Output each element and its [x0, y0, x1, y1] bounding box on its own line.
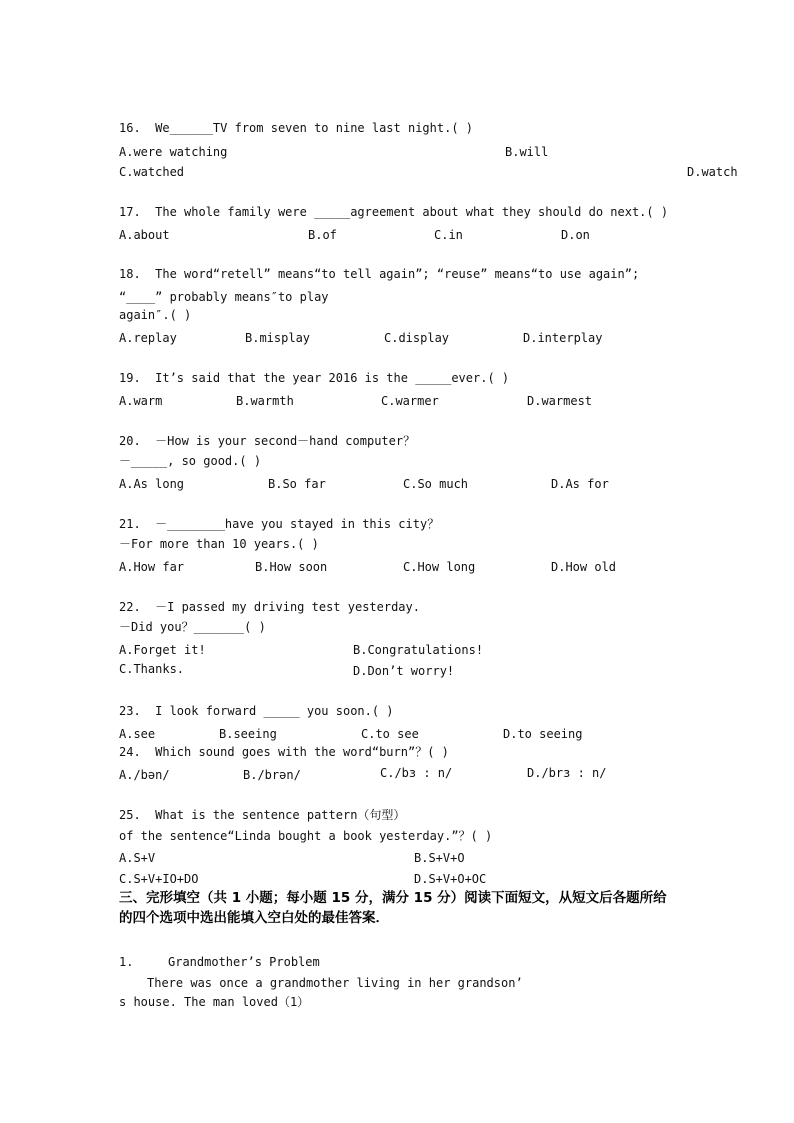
question-24-option-a: A./bən/	[119, 768, 170, 782]
passage-line-2: s house. The man loved（1）	[119, 995, 310, 1009]
question-25-option-c: C.S+V+IO+DO	[119, 872, 199, 886]
question-21-option-d: D.How old	[551, 560, 617, 574]
question-19-option-c: C.warmer	[381, 394, 439, 408]
question-19-option-b: B.warmth	[236, 394, 294, 408]
question-22-option-c: C.Thanks.	[119, 662, 185, 676]
question-18-option-b: B.misplay	[245, 331, 311, 345]
question-18-option-a: A.replay	[119, 331, 177, 345]
question-25-option-a: A.S+V	[119, 851, 156, 865]
question-24-option-d: D./brɜ : n/	[527, 766, 607, 780]
question-24-stem: 24. Which sound goes with the word“burn”？( )	[119, 745, 449, 759]
question-22-option-b: B.Congratulations!	[353, 643, 484, 657]
question-16-option-d: D.watch	[687, 165, 738, 179]
question-21-option-c: C.How long	[403, 560, 476, 574]
question-19-option-d: D.warmest	[527, 394, 593, 408]
question-19-option-a: A.warm	[119, 394, 163, 408]
question-23-option-c: C.to see	[361, 727, 419, 741]
question-20-option-b: B.So far	[268, 477, 326, 491]
question-22-option-d: D.Don’t worry!	[353, 664, 455, 678]
question-22-stem-line-2: －Did you？_______( )	[119, 620, 266, 634]
question-16-option-b: B.will	[505, 145, 549, 159]
question-18-stem-line-2: “____” probably means″to play	[119, 290, 329, 304]
question-17-option-a: A.about	[119, 228, 170, 242]
question-20-stem-line-1: 20. －How is your second－hand computer？	[119, 434, 416, 448]
section-heading-line-2: 的四个选项中选出能填入空白处的最佳答案．	[119, 910, 389, 926]
question-17-option-c: C.in	[434, 228, 463, 242]
question-22-option-a: A.Forget it!	[119, 643, 206, 657]
question-17-option-b: B.of	[308, 228, 337, 242]
question-25-stem-line-2: of the sentence“Linda bought a book yesterday.”？( )	[119, 829, 493, 843]
question-24-option-b: B./brən/	[243, 768, 301, 782]
question-19-stem: 19. It’s said that the year 2016 is the _____ever.( )	[119, 371, 510, 385]
section-heading-line-1: 三、完形填空（共 1 小题；每小题 15 分，满分 15 分）阅读下面短文，从短文后各题所给	[119, 890, 667, 906]
question-21-stem-line-1: 21. －________have you stayed in this city？	[119, 517, 440, 531]
passage-number: 1.	[119, 955, 134, 969]
question-20-option-a: A.As long	[119, 477, 185, 491]
question-17-option-d: D.on	[561, 228, 590, 242]
question-25-option-b: B.S+V+O	[414, 851, 465, 865]
question-18-stem-line-3: again″.( )	[119, 308, 192, 322]
question-18-option-d: D.interplay	[523, 331, 603, 345]
question-20-stem-line-2: －_____, so good.( )	[119, 454, 262, 468]
question-18-option-c: C.display	[384, 331, 450, 345]
question-18-stem-line-1: 18. The word“retell” means“to tell again”; “reuse” means“to use again”;	[119, 267, 640, 281]
question-21-stem-line-2: －For more than 10 years.( )	[119, 537, 319, 551]
question-20-option-d: D.As for	[551, 477, 609, 491]
question-23-stem: 23. I look forward _____ you soon.( )	[119, 704, 394, 718]
passage-title: Grandmother’s Problem	[168, 955, 320, 969]
question-23-option-a: A.see	[119, 727, 156, 741]
question-16-option-a: A.were watching	[119, 145, 228, 159]
question-25-stem-line-1: 25. What is the sentence pattern（句型）	[119, 808, 406, 822]
question-16-option-c: C.watched	[119, 165, 185, 179]
question-17-stem: 17. The whole family were _____agreement about what they should do next.( )	[119, 205, 669, 219]
question-24-option-c: C./bɜ : n/	[380, 766, 453, 780]
question-25-option-d: D.S+V+O+OC	[414, 872, 487, 886]
question-21-option-a: A.How far	[119, 560, 185, 574]
question-20-option-c: C.So much	[403, 477, 469, 491]
question-21-option-b: B.How soon	[255, 560, 328, 574]
question-22-stem-line-1: 22. －I passed my driving test yesterday.	[119, 600, 420, 614]
question-23-option-d: D.to seeing	[503, 727, 583, 741]
question-16-stem: 16. We______TV from seven to nine last night.( )	[119, 121, 474, 135]
passage-line-1: There was once a grandmother living in her grandson’	[147, 976, 523, 990]
question-23-option-b: B.seeing	[219, 727, 277, 741]
